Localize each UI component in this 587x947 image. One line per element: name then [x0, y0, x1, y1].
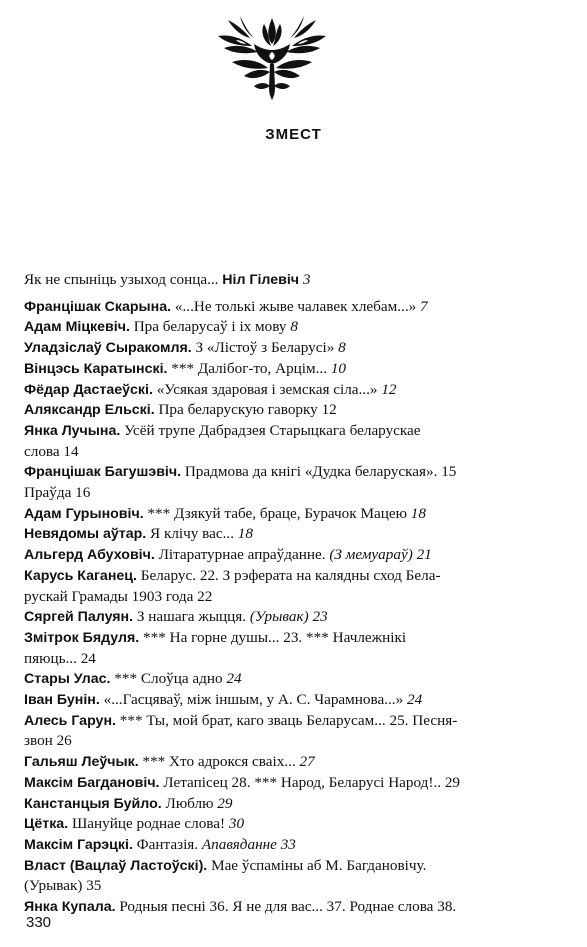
entry-page: 24 [226, 670, 242, 688]
entry-author: Ніл Гілевіч [222, 272, 300, 288]
entry-page: 12 [381, 380, 397, 398]
entry-continuation: Праўда 16 [24, 484, 91, 502]
entry-author: Янка Купала. [24, 899, 116, 916]
floral-ornament-icon [214, 14, 330, 100]
entry-author: Францішак Скарына. [24, 298, 172, 315]
entry-page: 27 [299, 753, 315, 771]
entry-page: 8 [290, 318, 298, 336]
entry-author: Францішак Багушэвіч. [24, 464, 182, 481]
toc-entry [24, 814, 565, 835]
entry-page: 23 [312, 608, 328, 626]
entry-author: Адам Гурыновіч. [24, 505, 144, 522]
entry-page: 21 [416, 546, 432, 564]
entry-author: Карусь Каганец. [24, 567, 137, 584]
toc-entry [24, 297, 565, 318]
entry-title: Я клічу вас... [146, 525, 238, 543]
entry-author: Гальяш Леўчык. [24, 754, 139, 771]
entry-author: Стары Улас. [24, 671, 111, 688]
toc-entry [24, 270, 565, 291]
entry-title: З нашага жыцця. [133, 608, 250, 626]
entry-note: (З мемуараў) [329, 546, 413, 564]
toc-entry [24, 794, 565, 815]
entry-title: Усёй трупе Дабрадзея Старыцкага беларускае [120, 421, 421, 439]
toc-entry [24, 752, 565, 773]
entry-author: Максім Гарэцкі. [24, 836, 133, 853]
entry-title: Шануйце роднае слова! [68, 815, 229, 833]
toc-entry [24, 400, 565, 421]
entry-author: Іван Бунін. [24, 692, 100, 709]
toc-entry [24, 773, 565, 794]
entry-title: Люблю [161, 794, 218, 812]
toc-entry [24, 607, 565, 628]
entry-continuation: пяюць... 24 [24, 649, 96, 667]
toc-entry [24, 897, 565, 918]
toc-entry [24, 421, 565, 462]
entry-title: Беларус. 22. З рэферата на калядны сход Бела- [136, 566, 441, 584]
entry-title: *** Ты, мой брат, каго зваць Беларусам... 25. Песня- [115, 711, 458, 729]
entry-author: Змітрок Бядуля. [24, 629, 140, 646]
entry-title: Літаратурнае апраўданне. [154, 546, 330, 564]
toc-entry [24, 669, 565, 690]
toc-entry [24, 856, 565, 897]
entry-title: «Усякая здаровая і земская сіла...» [152, 380, 382, 398]
entry-author: Цётка. [24, 816, 69, 833]
entry-note: (Урывак) [249, 608, 309, 626]
entry-page: 30 [228, 815, 245, 833]
entry-author: Максім Багдановіч. [24, 774, 160, 791]
toc-entry [24, 545, 565, 566]
entry-page: 18 [237, 525, 253, 543]
toc-entry [24, 317, 565, 338]
entry-title: *** На горне душы... 23. *** Начлежнікі [139, 628, 407, 646]
entry-title: Фантазія. [132, 835, 202, 853]
toc-entry [24, 566, 565, 607]
entry-author: Вінцэсь Каратынскі. [24, 360, 168, 377]
entry-title: *** Дзякуй табе, браце, Бурачок Мацею [143, 504, 411, 522]
entry-continuation: рускай Грамады 1903 года 22 [24, 587, 213, 605]
entry-title: Мае ўспаміны аб М. Багдановічу. [207, 856, 427, 874]
entry-author: Канстанцыя Буйло. [24, 795, 162, 812]
entry-author: Власт (Вацлаў Ластоўскі). [24, 857, 208, 874]
entry-title: *** Далібог-то, Арцім... [167, 359, 331, 377]
entry-page: 8 [338, 339, 346, 357]
entry-author: Альгерд Абуховіч. [24, 547, 155, 564]
toc-entry [24, 835, 565, 856]
table-of-contents [24, 270, 565, 918]
entry-title: «...Гасцяваў, між іншым, у А. С. Чарамнова...» [99, 691, 407, 709]
entry-title: *** Слоўца адно [110, 670, 227, 688]
entry-page: 33 [280, 835, 296, 853]
entry-continuation: слова 14 [24, 442, 79, 460]
entry-author: Уладзіслаў Сыракомля. [24, 340, 192, 357]
entry-title: Пра беларускую гаворку 12 [154, 401, 337, 419]
entry-page: 7 [420, 297, 428, 315]
entry-title: Як не спыніць узыход сонца... [24, 271, 223, 288]
entry-title: Летапісец 28. *** Народ, Беларусі Народ!.. 29 [159, 773, 461, 791]
toc-entry [24, 504, 565, 525]
entry-page: 29 [217, 794, 233, 812]
toc-entry [24, 690, 565, 711]
entry-author: Алесь Гарун. [24, 712, 116, 729]
toc-entry [24, 462, 565, 503]
entry-title: *** Хто адрокся сваіх... [138, 753, 300, 771]
entry-author: Сяргей Палуян. [24, 609, 134, 626]
toc-entry [24, 359, 565, 380]
entry-continuation: (Урывак) 35 [24, 877, 102, 895]
entry-page: 24 [407, 691, 423, 709]
entry-title: Пра беларусаў і іх мову [129, 318, 291, 336]
toc-entry [24, 338, 565, 359]
entry-author: Янка Лучына. [24, 422, 121, 439]
entry-page: 3 [302, 271, 311, 288]
entry-author: Невядомы аўтар. [24, 526, 147, 543]
entry-note: Апавяданне [201, 835, 277, 853]
entry-author: Фёдар Дастаеўскі. [24, 381, 153, 398]
page-title: ЗМЕСТ [265, 126, 322, 143]
entry-page: 18 [410, 504, 426, 522]
entry-page: 10 [330, 359, 347, 377]
page-number: 330 [26, 914, 52, 931]
entry-continuation: звон 26 [24, 732, 72, 750]
entry-author: Аляксандр Ельскі. [24, 402, 155, 419]
entry-title: «...Не толькі жыве чалавек хлебам...» [171, 297, 421, 315]
toc-entry [24, 380, 565, 401]
toc-entry [24, 711, 565, 752]
toc-entry [24, 524, 565, 545]
entry-title: З «Лістоў з Беларусі» [191, 339, 339, 357]
entry-title: Родныя песні 36. Я не для вас... 37. Роднае слова 38. [115, 898, 457, 916]
entry-author: Адам Міцкевіч. [24, 319, 130, 336]
toc-entry [24, 628, 565, 669]
entry-title: Прадмова да кнігі «Дудка беларуская». 15 [181, 463, 457, 481]
